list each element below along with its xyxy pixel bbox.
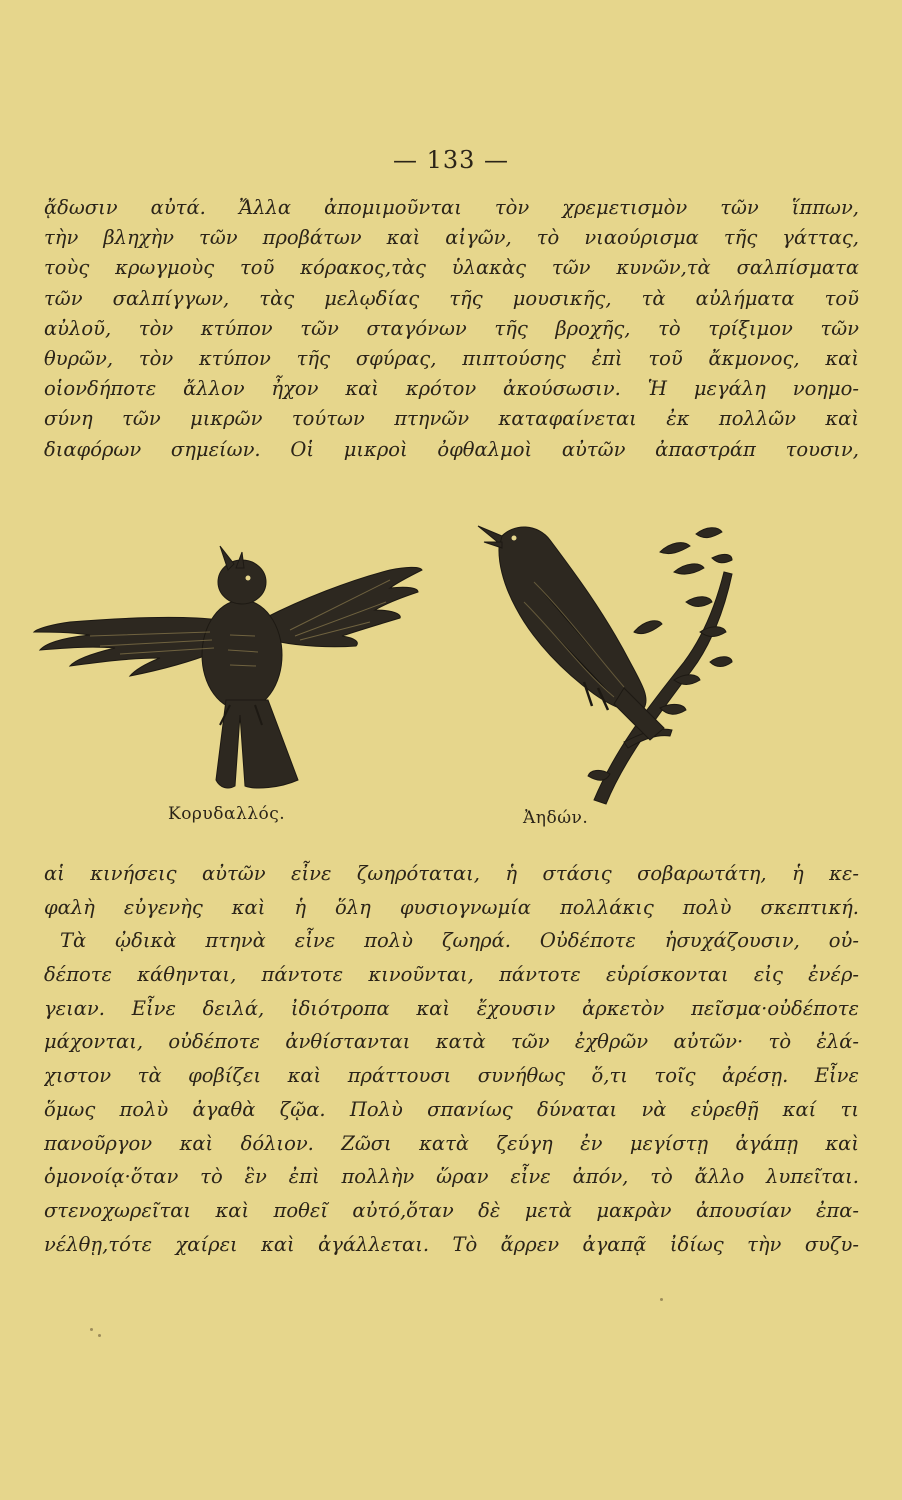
paper-speck xyxy=(90,1328,93,1331)
nightingale-illustration xyxy=(474,512,736,812)
paper-speck xyxy=(660,1298,663,1301)
text-line: στενοχωρεῖται καὶ ποθεῖ αὐτό,ὅταν δὲ μετὰ μακρὰν ἀπουσίαν ἐπα- xyxy=(44,1198,859,1222)
text-line: αὐλοῦ, τὸν κτύπον τῶν σταγόνων τῆς βροχῆς, τὸ τρίξιμον τῶν xyxy=(44,316,859,340)
text-line: θυρῶν, τὸν κτύπον τῆς σφύρας, πιπτούσης ἐπὶ τοῦ ἄκμονος, καὶ xyxy=(44,346,859,370)
text-line: χιστον τὰ φοβίζει καὶ πράττουσι συνήθως ὅ,τι τοῖς ἀρέσῃ. Εἶνε xyxy=(44,1064,859,1088)
text-line: σύνη τῶν μικρῶν τούτων πτηνῶν καταφαίνεται ἐκ πολλῶν καὶ xyxy=(44,407,859,431)
text-line: οἱονδήποτε ἄλλον ἦχον καὶ κρότον ἀκούσωσιν. Ἡ μεγάλη νοημο- xyxy=(44,377,859,401)
text-line: τὴν βληχὴν τῶν προβάτων καὶ αἰγῶν, τὸ νιαούρισμα τῆς γάττας, xyxy=(44,226,859,250)
text-line: Τὰ ᾠδικὰ πτηνὰ εἶνε πολὺ ζωηρά. Οὐδέποτε ἡσυχάζουσιν, οὐ- xyxy=(60,929,859,953)
text-line: ὁμονοίᾳ·ὅταν τὸ ἓν ἐπὶ πολλὴν ὥραν εἶνε ἀπόν, τὸ ἄλλο λυπεῖται. xyxy=(44,1165,859,1189)
text-line: νέλθῃ,τότε χαίρει καὶ ἀγάλλεται. Τὸ ἄρρεν ἀγαπᾷ ἰδίως τὴν συζυ- xyxy=(44,1232,859,1256)
text-line: δέποτε κάθηνται, πάντοτε κινοῦνται, πάντοτε εὑρίσκονται εἰς ἐνέρ- xyxy=(44,963,859,987)
text-line: μάχονται, οὐδέποτε ἀνθίστανται κατὰ τῶν ἐχθρῶν αὐτῶν· τὸ ἐλά- xyxy=(44,1030,859,1054)
skylark-illustration xyxy=(30,540,430,800)
skylark-caption: Κορυδαλλός. xyxy=(168,804,286,824)
text-line: φαλὴ εὐγενὴς καὶ ἡ ὅλη φυσιογνωμία πολλάκις πολὺ σκεπτική. xyxy=(44,895,859,919)
text-line: τοὺς κρωγμοὺς τοῦ κόρακος,τὰς ὑλακὰς τῶν κυνῶν,τὰ σαλπίσματα xyxy=(44,256,859,280)
paragraph-top xyxy=(44,193,859,465)
text-line: γειαν. Εἶνε δειλά, ἰδιότροπα καὶ ἔχουσιν ἀρκετὸν πεῖσμα·οὐδέποτε xyxy=(44,996,859,1020)
text-line: τῶν σαλπίγγων, τὰς μελῳδίας τῆς μουσικῆς, τὰ αὐλήματα τοῦ xyxy=(44,286,859,310)
page-number: — 133 — xyxy=(392,146,510,174)
text-line: αἱ κινήσεις αὐτῶν εἶνε ζωηρόταται, ἡ στάσις σοβαρωτάτη, ἡ κε- xyxy=(44,862,859,885)
text-line: πανοῦργον καὶ δόλιον. Ζῶσι κατὰ ζεύγη ἐν μεγίστῃ ἀγάπῃ καὶ xyxy=(44,1131,859,1155)
text-line: ᾄδωσιν αὐτά. Ἄλλα ἀπομιμοῦνται τὸν χρεμετισμὸν τῶν ἵππων, xyxy=(44,196,859,219)
paragraph-bottom xyxy=(44,857,859,1261)
text-line: διαφόρων σημείων. Οἱ μικροὶ ὀφθαλμοὶ αὐτῶν ἀπαστράπ τουσιν, xyxy=(44,437,859,461)
paper-speck xyxy=(98,1334,101,1337)
text-line: ὅμως πολὺ ἀγαθὰ ζῷα. Πολὺ σπανίως δύναται νὰ εὑρεθῇ καί τι xyxy=(44,1097,859,1121)
nightingale-caption: Ἀηδών. xyxy=(523,808,589,828)
